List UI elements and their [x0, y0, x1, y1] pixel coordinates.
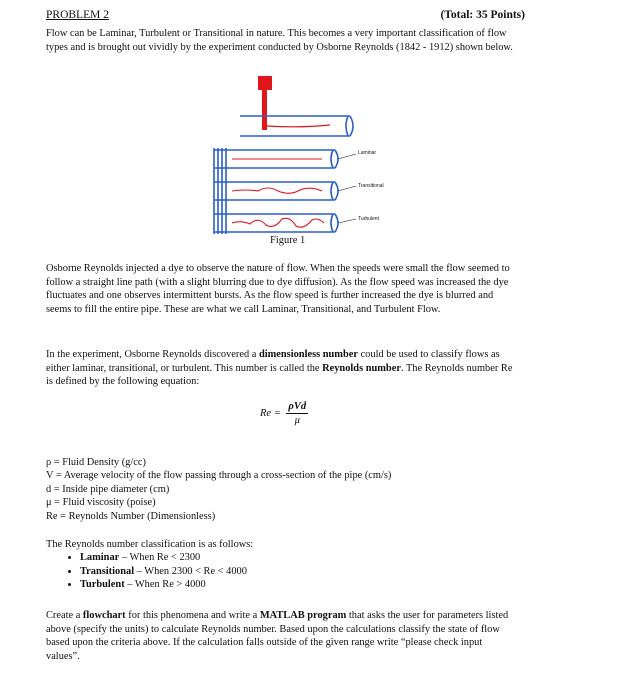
reynolds-paragraph — [46, 348, 516, 389]
reynolds-experiment-figure — [0, 70, 620, 260]
class-rule-laminar: – When Re < 2300 — [119, 552, 201, 563]
class-rule-transitional: – When 2300 < Re < 4000 — [134, 565, 247, 577]
reynolds-text-2: could be used to classify flows as either laminar, transitional, or turbulent. This number is called the — [46, 349, 500, 374]
task-text-2: for this phenomena and write a — [125, 610, 260, 621]
reynolds-text-3: . The Reynolds number Re is defined by the following equation: — [46, 362, 513, 388]
task-text-3: that asks the user for parameters listed above (specify the units) to calculate Reynolds number. Based upon the calculations classify the state of flow based upon the criteria above. If the calculation falls outside of the given range write “please check input values”. — [46, 610, 509, 662]
label-turbulent: Turbulent — [358, 216, 379, 222]
class-name-laminar: Laminar — [80, 552, 120, 563]
task-text-1: Create a — [46, 610, 83, 621]
figure-caption: Figure 1 — [270, 235, 306, 246]
dye-streak-transitional — [232, 188, 322, 193]
matlab-program-bold: MATLAB program — [259, 610, 347, 621]
list-item — [80, 578, 247, 592]
intro-paragraph: Flow can be Laminar, Turbulent or Transitional in nature. This becomes a very important classification of flow types and is brought out vividly by the experiment conducted by Osborne Reynolds (1842 - 1912) shown below. — [46, 28, 513, 53]
classification-intro: The Reynolds number classification is as follows: — [46, 539, 254, 550]
class-name-turbulent: Turbulent — [80, 579, 125, 591]
label-laminar: Laminar — [358, 150, 377, 156]
equation-fraction — [286, 401, 308, 426]
top-pipe — [240, 116, 353, 136]
list-item — [80, 551, 247, 565]
dye-reservoir — [258, 76, 272, 90]
label-transitional: Transitional — [358, 183, 384, 189]
list-item — [80, 565, 247, 579]
classification-list — [62, 551, 247, 592]
dye-streak-turbulent — [232, 218, 324, 227]
class-name-transitional: Transitional — [80, 565, 135, 577]
variable-definitions — [46, 456, 391, 523]
points-total: (Total: 35 Points) — [440, 9, 525, 21]
definition-viscosity: μ = Fluid viscosity (poise) — [46, 497, 156, 509]
equation-lhs: Re = — [260, 407, 281, 419]
reynolds-text-1: In the experiment, Osborne Reynolds discovered a — [46, 349, 259, 360]
definition-reynolds: Re = Reynolds Number (Dimensionless) — [46, 510, 216, 522]
equation-numerator: ρVd — [288, 401, 307, 412]
problem-heading: PROBLEM 2 — [46, 9, 109, 21]
observation-paragraph: Osborne Reynolds injected a dye to observe the nature of flow. When the speeds were small the flow seemed to follow a straight line path (with a slight blurring due to dye diffusion). As the flow speed was increased the dye fluctuates and one observes intermittent bursts. As the flow speed is further increased the dye is blurred and seems to fill the entire pipe. These are what we call Laminar, Transitional, and Turbulent Flow. — [46, 263, 510, 315]
dye-injector-needle — [262, 88, 267, 130]
definition-velocity: V = Average velocity of the flow passing through a cross-section of the pipe (cm/s) — [46, 470, 392, 482]
label-pointers — [338, 154, 356, 223]
definition-density: ρ = Fluid Density (g/cc) — [46, 457, 146, 468]
definition-diameter: d = Inside pipe diameter (cm) — [46, 483, 170, 495]
flowchart-bold: flowchart — [82, 610, 126, 621]
task-paragraph — [46, 609, 516, 663]
reynolds-equation — [260, 401, 308, 426]
equation-denominator: μ — [294, 415, 300, 426]
dye-streak-top — [267, 125, 330, 127]
class-rule-turbulent: – When Re > 4000 — [124, 579, 206, 591]
reynolds-number-bold: Reynolds number — [322, 362, 401, 374]
dimensionless-number-bold: dimensionless number — [258, 349, 358, 360]
